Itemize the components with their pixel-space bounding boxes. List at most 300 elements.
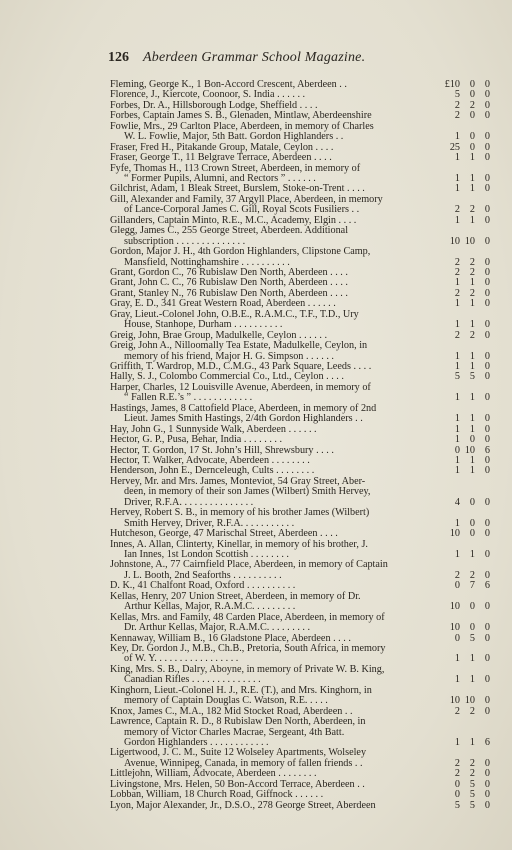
amount-shillings: 10 xyxy=(464,444,475,456)
subscriber-entry xyxy=(110,247,490,268)
subscriber-text xyxy=(110,613,440,634)
subscriber-line: Gilchrist, Adam, 1 Bleak Street, Burslem, Stoke-on-Trent . . . . xyxy=(110,183,365,195)
subscriber-entry xyxy=(110,540,490,561)
amount-shillings: 2 xyxy=(469,768,475,780)
subscriber-continuation-line: Smith Hervey, Driver, R.F.A. . . . . . . . . . . xyxy=(124,517,295,529)
amount-shillings: 0 xyxy=(469,89,475,101)
amount xyxy=(440,435,490,445)
page-number: 126 xyxy=(108,50,129,65)
amount-pence: 0 xyxy=(484,99,490,111)
subscriber-line: Littlejohn, William, Advocate, Aberdeen . . . . . . . . xyxy=(110,768,317,780)
subscriber-text xyxy=(110,686,440,707)
amount-shillings: 1 xyxy=(469,214,475,226)
subscriber-continuation-line: Gordon Highlanders . . . . . . . . . . . . xyxy=(124,736,269,748)
amount-pence: 0 xyxy=(484,350,490,362)
subscriber-line: Glegg, James C., 255 George Street, Aberdeen. Additional xyxy=(110,225,349,237)
amount-pence: 0 xyxy=(484,799,490,811)
amount-shillings: 0 xyxy=(469,601,475,613)
amount-pence: 0 xyxy=(484,256,490,268)
subscriber-continuation-line: of Lance-Corporal James C. Gill, Royal Scots Fusiliers . . xyxy=(124,204,360,216)
amount-pence: 0 xyxy=(484,549,490,560)
subscriber-line: D. K., 41 Chalfont Road, Oxford . . . . . . . . . . xyxy=(110,580,296,592)
subscriber-continuation-line: of W. Y. . . . . . . . . . . . . . . . . xyxy=(124,653,239,665)
amount xyxy=(440,143,490,153)
subscriber-continuation-line: Ian Innes, 1st London Scottish . . . . . . . . xyxy=(124,549,289,561)
subscriber-entry xyxy=(110,686,490,707)
subscriber-line: Lawrence, Captain R. D., 8 Rubislaw Den North, Aberdeen, in xyxy=(110,716,366,728)
running-title: Aberdeen Grammar School Magazine. xyxy=(143,50,366,65)
subscriber-line: Hector, T. Walker, Advocate, Aberdeen . . . . . . . . xyxy=(110,455,310,467)
amount-pence: 0 xyxy=(484,569,490,581)
amount-shillings: 7 xyxy=(469,580,475,592)
subscriber-entry xyxy=(110,592,490,613)
subscriber-line: Florence, J., Kiercote, Coonoor, S. India . . . . . . xyxy=(110,89,306,101)
subscriber-entry xyxy=(110,195,490,216)
amount-pounds: 4 xyxy=(454,496,460,508)
amount-pounds: 0 xyxy=(454,580,460,592)
subscriber-line: Innes, A. Allan, Clinterty, Kinellar, in memory of his brother, J. xyxy=(110,538,368,550)
amount-pence: 0 xyxy=(484,298,490,310)
amount xyxy=(440,707,490,717)
amount xyxy=(440,299,490,309)
amount-shillings: 1 xyxy=(469,277,475,289)
amount-pounds: 10 xyxy=(449,601,460,613)
amount xyxy=(440,654,490,664)
amount-shillings: 5 xyxy=(469,799,475,811)
subscriber-text xyxy=(110,164,440,185)
amount-pounds: 1 xyxy=(454,455,460,467)
amount-pounds: 1 xyxy=(454,319,460,331)
amount-shillings: 2 xyxy=(469,204,475,216)
page-header xyxy=(108,50,428,66)
subscriber-entry xyxy=(110,717,490,748)
amount-pounds: 1 xyxy=(454,350,460,362)
subscriber-line: Lyon, Major Alexander, Jr., D.S.O., 278 George Street, Aberdeen xyxy=(110,799,376,811)
amount-pence: 0 xyxy=(484,496,490,508)
subscriber-line: Kellas, Henry, 207 Union Street, Aberdeen, in memory of Dr. xyxy=(110,590,361,602)
amount-shillings: 1 xyxy=(469,455,475,467)
amount-shillings: 10 xyxy=(464,235,475,247)
subscriber-line: Gray, Lieut.-Colonel John, O.B.E., R.A.M.C., T.F., T.D., Ury xyxy=(110,308,359,320)
amount xyxy=(440,790,490,800)
amount-pounds: 2 xyxy=(454,256,460,268)
amount-shillings: 2 xyxy=(469,267,475,278)
amount-pence: 0 xyxy=(484,674,490,686)
amount-pounds: 1 xyxy=(454,549,460,560)
subscriber-line: Grant, John C. C., 76 Rubislaw Den North, Aberdeen . . . . xyxy=(110,277,348,289)
subscriber-entry xyxy=(110,435,490,445)
amount xyxy=(440,372,490,382)
subscriber-line: Gillanders, Captain Minto, R.E., M.C., Academy, Elgin . . . . xyxy=(110,214,357,226)
subscriber-entry xyxy=(110,310,490,331)
amount-pounds: 2 xyxy=(454,705,460,717)
amount-shillings: 1 xyxy=(469,319,475,331)
subscriber-text xyxy=(110,404,440,425)
amount-pounds: 1 xyxy=(454,131,460,143)
amount-pounds: 1 xyxy=(454,152,460,164)
subscriber-entry xyxy=(110,164,490,185)
subscriber-entry xyxy=(110,404,490,425)
subscriber-text xyxy=(110,122,440,143)
amount xyxy=(440,550,490,560)
subscriber-line: Kinghorn, Lieut.-Colonel H. J., R.E. (T.), and Mrs. Kinghorn, in xyxy=(110,684,372,696)
amount-pence: 0 xyxy=(484,141,490,153)
amount-pence: 0 xyxy=(484,152,490,164)
subscriber-entry xyxy=(110,644,490,665)
amount-pence: 0 xyxy=(484,204,490,216)
subscriber-text xyxy=(110,560,440,581)
amount xyxy=(440,184,490,194)
subscriber-continuation-line: memory of Victor Charles Macrae, Sergeant, 4th Batt. xyxy=(124,726,345,738)
amount-pounds: 1 xyxy=(454,517,460,529)
subscriber-continuation-line: memory of his friend, Major H. G. Simpson . . . . . . xyxy=(124,350,334,362)
subscriber-line: Griffith, T. Wardrop, M.D., C.M.G., 43 Park Square, Leeds . . . . xyxy=(110,361,372,373)
amount-pence: 6 xyxy=(484,444,490,456)
subscriber-line: Lobban, William, 18 Church Road, Giffnock . . . . . . xyxy=(110,789,324,801)
amount xyxy=(440,278,490,288)
amount-pounds: 2 xyxy=(454,757,460,769)
amount xyxy=(440,80,490,90)
amount-pence: 0 xyxy=(484,371,490,383)
amount-pence: 0 xyxy=(484,131,490,143)
subscriber-text xyxy=(110,644,440,665)
amount-shillings: 2 xyxy=(469,705,475,717)
amount-shillings: 1 xyxy=(469,298,475,310)
amount-shillings: 1 xyxy=(469,423,475,435)
amount-pence: 0 xyxy=(484,183,490,195)
subscriber-line: Gill, Alexander and Family, 37 Argyll Place, Aberdeen, in memory xyxy=(110,193,383,205)
amount xyxy=(440,602,490,612)
amount-pounds: 0 xyxy=(454,789,460,801)
subscriber-continuation-line: W. L. Fowlie, Major, 5th Batt. Gordon Highlanders . . xyxy=(124,131,344,143)
amount xyxy=(440,216,490,226)
amount xyxy=(440,769,490,779)
amount xyxy=(440,675,490,685)
amount-pence: 0 xyxy=(484,632,490,644)
subscriber-continuation-line: subscription . . . . . . . . . . . . . . xyxy=(124,235,246,247)
amount-pence: 0 xyxy=(484,79,490,90)
amount xyxy=(440,696,490,706)
amount-pounds: 0 xyxy=(454,778,460,790)
amount xyxy=(440,780,490,790)
amount xyxy=(440,425,490,435)
amount xyxy=(440,111,490,121)
amount-shillings: 2 xyxy=(469,99,475,111)
amount-pounds: 1 xyxy=(454,183,460,195)
amount xyxy=(440,414,490,424)
amount-pence: 0 xyxy=(484,455,490,467)
amount-pence: 0 xyxy=(484,277,490,289)
amount-shillings: 5 xyxy=(469,789,475,801)
amount xyxy=(440,738,490,748)
amount-shillings: 2 xyxy=(469,256,475,268)
subscriber-line: Johnstone, A., 77 Cairnfield Place, Aberdeen, in memory of Captain xyxy=(110,559,388,571)
subscriber-text xyxy=(110,540,440,561)
amount-shillings: 2 xyxy=(469,569,475,581)
amount xyxy=(440,393,490,403)
amount-pounds: 2 xyxy=(454,99,460,111)
amount-shillings: 10 xyxy=(464,695,475,707)
subscription-list xyxy=(110,80,490,811)
amount xyxy=(440,466,490,476)
subscriber-entry xyxy=(110,477,490,508)
subscriber-text xyxy=(110,592,440,613)
amount-pence: 0 xyxy=(484,517,490,529)
subscriber-line: Harper, Charles, 12 Louisville Avenue, Aberdeen, in memory of xyxy=(110,381,371,393)
amount-pence: 0 xyxy=(484,110,490,122)
subscriber-text xyxy=(110,341,440,362)
amount xyxy=(440,446,490,456)
subscriber-line: Greig, John, Brae Group, Madulkelle, Ceylon . . . . . . xyxy=(110,329,328,341)
subscriber-continuation-line: Lieut. James Smith Hastings, 2/4th Gordon Highlanders . . xyxy=(124,413,363,425)
subscriber-line: Hector, G. P., Pusa, Behar, India . . . . . . . . xyxy=(110,434,283,446)
amount-pence: 0 xyxy=(484,392,490,404)
subscriber-line: Kellas, Mrs. and Family, 48 Carden Place, Aberdeen, in memory of xyxy=(110,611,385,623)
subscriber-continuation-line: House, Stanhope, Durham . . . . . . . . . . xyxy=(124,319,283,331)
subscriber-entry xyxy=(110,226,490,247)
amount-pounds: 5 xyxy=(454,371,460,383)
subscriber-text xyxy=(110,748,440,769)
amount xyxy=(440,153,490,163)
amount-pounds: 1 xyxy=(454,674,460,686)
amount-pence: 0 xyxy=(484,768,490,780)
amount-shillings: 0 xyxy=(469,528,475,540)
amount xyxy=(440,258,490,268)
amount xyxy=(440,331,490,341)
amount-shillings: 1 xyxy=(469,361,475,373)
amount-pounds: 2 xyxy=(454,768,460,780)
amount-pence: 0 xyxy=(484,267,490,278)
subscriber-entry xyxy=(110,341,490,362)
subscriber-line: Hervey, Robert S. B., in memory of his brother James (Wilbert) xyxy=(110,507,370,519)
amount-pounds: 1 xyxy=(454,653,460,665)
amount-shillings: 1 xyxy=(469,674,475,686)
subscriber-line: Ligertwood, J. C. M., Suite 12 Wolseley Apartments, Wolseley xyxy=(110,747,367,759)
amount-pounds: 10 xyxy=(449,528,460,540)
subscriber-text xyxy=(110,801,440,811)
amount-pounds: 1 xyxy=(454,413,460,425)
amount-shillings: 5 xyxy=(469,778,475,790)
subscriber-line: Fowlie, Mrs., 29 Carlton Place, Aberdeen, in memory of Charles xyxy=(110,120,374,132)
amount-pounds: 10 xyxy=(449,235,460,247)
amount-pence: 0 xyxy=(484,173,490,185)
subscriber-line: Fleming, George K., 1 Bon-Accord Crescent, Aberdeen . . xyxy=(110,79,347,90)
subscriber-text xyxy=(110,226,440,247)
amount-pounds: 1 xyxy=(454,361,460,373)
amount-shillings: 1 xyxy=(469,183,475,195)
amount-pence: 0 xyxy=(484,287,490,299)
amount xyxy=(440,352,490,362)
amount-pounds: 1 xyxy=(454,277,460,289)
amount-pence: 6 xyxy=(484,736,490,748)
amount-shillings: 5 xyxy=(469,632,475,644)
amount-pence: 0 xyxy=(484,653,490,665)
amount xyxy=(440,268,490,278)
amount-pounds: 0 xyxy=(454,444,460,456)
amount xyxy=(440,801,490,811)
subscriber-text xyxy=(110,153,440,163)
amount-pounds: 2 xyxy=(454,110,460,122)
subscriber-continuation-line: Arthur Kellas, Major, R.A.M.C. . . . . . . . . xyxy=(124,601,296,613)
subscriber-entry xyxy=(110,801,490,811)
amount-pounds: 1 xyxy=(454,392,460,404)
amount-pounds: 1 xyxy=(454,173,460,185)
amount xyxy=(440,362,490,372)
subscriber-text xyxy=(110,477,440,508)
amount-shillings: 1 xyxy=(469,736,475,748)
subscriber-text xyxy=(110,247,440,268)
subscriber-line: Gray, E. D., 341 Great Western Road, Aberdeen . . . . . . xyxy=(110,298,336,310)
amount-pence: 0 xyxy=(484,361,490,373)
subscriber-continuation-line: J. L. Booth, 2nd Seaforths . . . . . . . . . . xyxy=(124,569,282,581)
subscriber-line: Hector, T. Gordon, 17 St. John’s Hill, Shrewsbury . . . . xyxy=(110,444,334,456)
amount-pounds: 0 xyxy=(454,632,460,644)
subscriber-line: Hervey, Mr. and Mrs. James, Monteviot, 54 Gray Street, Aber- xyxy=(110,475,366,487)
amount-pounds: 5 xyxy=(454,89,460,101)
subscriber-text xyxy=(110,310,440,331)
amount-shillings: 1 xyxy=(469,152,475,164)
amount-pounds: 2 xyxy=(454,329,460,341)
amount-pence: 0 xyxy=(484,528,490,540)
amount xyxy=(440,581,490,591)
subscriber-entry xyxy=(110,748,490,769)
amount xyxy=(440,456,490,466)
amount-pounds: 1 xyxy=(454,434,460,446)
amount-pence: 0 xyxy=(484,89,490,101)
amount-pounds: 1 xyxy=(454,736,460,748)
amount-pounds: 1 xyxy=(454,423,460,435)
amount-shillings: 0 xyxy=(469,79,475,90)
amount-shillings: 2 xyxy=(469,329,475,341)
amount-shillings: 0 xyxy=(469,434,475,446)
amount-shillings: 0 xyxy=(469,622,475,634)
amount-pence: 0 xyxy=(484,329,490,341)
subscriber-entry xyxy=(110,122,490,143)
subscriber-continuation-line: Driver, R.F.A. . . . . . . . . . . . . . . xyxy=(124,496,254,508)
amount-shillings: 1 xyxy=(469,392,475,404)
subscriber-line: Fyfe, Thomas H., 113 Crown Street, Aberdeen, in memory of xyxy=(110,162,361,174)
amount-shillings: 1 xyxy=(469,653,475,665)
amount-pounds: 1 xyxy=(454,465,460,477)
subscriber-entry xyxy=(110,613,490,634)
amount-pounds: 25 xyxy=(449,141,460,153)
amount xyxy=(440,759,490,769)
subscriber-entry xyxy=(110,665,490,686)
amount-pounds: 5 xyxy=(454,799,460,811)
subscriber-line: Livingstone, Mrs. Helen, 50 Bon-Accord Terrace, Aberdeen . . xyxy=(110,778,365,790)
amount-shillings: 2 xyxy=(469,287,475,299)
subscriber-text xyxy=(110,195,440,216)
amount-pence: 0 xyxy=(484,214,490,226)
amount-pounds: 2 xyxy=(454,267,460,278)
amount xyxy=(440,498,490,508)
subscriber-line: Greig, John A., Nilloomally Tea Estate, Madulkelle, Ceylon, in xyxy=(110,340,368,352)
subscriber-text xyxy=(110,529,440,539)
amount-pence: 0 xyxy=(484,465,490,477)
amount-pence: 0 xyxy=(484,778,490,790)
amount-shillings: 1 xyxy=(469,549,475,560)
subscriber-text xyxy=(110,717,440,748)
amount-pounds: 2 xyxy=(454,287,460,299)
subscriber-line: Forbes, Captain James S. B., Glenaden, Mintlaw, Aberdeenshire xyxy=(110,110,372,122)
amount-pence: 0 xyxy=(484,319,490,331)
amount xyxy=(440,529,490,539)
amount-pence: 0 xyxy=(484,789,490,801)
amount xyxy=(440,90,490,100)
amount-pence: 0 xyxy=(484,423,490,435)
amount xyxy=(440,289,490,299)
amount-pence: 0 xyxy=(484,757,490,769)
amount-pence: 0 xyxy=(484,434,490,446)
amount-shillings: 1 xyxy=(469,465,475,477)
amount-pence: 6 xyxy=(484,580,490,592)
amount-pounds: £10 xyxy=(444,79,460,90)
amount-shillings: 1 xyxy=(469,350,475,362)
amount-pounds: 1 xyxy=(454,298,460,310)
subscriber-line: Knox, James C., M.A., 182 Mid Stocket Road, Aberdeen . . xyxy=(110,705,353,717)
amount xyxy=(440,237,490,247)
amount-pounds: 10 xyxy=(449,622,460,634)
subscriber-line: Key, Dr. Gordon J., M.B., Ch.B., Pretoria, South Africa, in memory xyxy=(110,642,386,654)
subscriber-entry xyxy=(110,560,490,581)
amount xyxy=(440,571,490,581)
subscriber-line: Gordon, Major J. H., 4th Gordon Highlanders, Clipstone Camp, xyxy=(110,246,371,258)
subscriber-continuation-line: “ Fallen R.E.’s ” . . . . . . . . . . . . xyxy=(124,392,253,404)
amount-pence: 0 xyxy=(484,235,490,247)
subscriber-entry xyxy=(110,508,490,529)
subscriber-text xyxy=(110,435,440,445)
amount-shillings: 0 xyxy=(469,131,475,143)
amount xyxy=(440,634,490,644)
subscriber-continuation-line: Canadian Rifles . . . . . . . . . . . . . . xyxy=(124,674,261,686)
amount-shillings: 2 xyxy=(469,757,475,769)
subscriber-line: Hally, S. J., Colombo Commercial Co., Ltd., Ceylon . . . . xyxy=(110,371,344,383)
subscriber-line: Forbes, Dr. A., Hillsborough Lodge, Sheffield . . . . xyxy=(110,99,318,111)
amount-shillings: 1 xyxy=(469,173,475,185)
subscriber-continuation-line: “ Former Pupils, Alumni, and Rectors ” . . . . . . xyxy=(124,173,316,185)
subscriber-text xyxy=(110,508,440,529)
amount xyxy=(440,623,490,633)
subscriber-line: Fraser, George T., 11 Belgrave Terrace, Aberdeen . . . . xyxy=(110,152,332,164)
amount xyxy=(440,205,490,215)
subscriber-line: Hay, John G., 1 Sunnyside Walk, Aberdeen . . . . . . xyxy=(110,423,317,435)
subscriber-entry xyxy=(110,383,490,404)
subscriber-continuation-line: deen, in memory of their son James (Wilbert) Smith Hervey, xyxy=(124,486,371,498)
amount-shillings: 0 xyxy=(469,110,475,122)
amount xyxy=(440,320,490,330)
amount-shillings: 0 xyxy=(469,141,475,153)
amount-pence: 0 xyxy=(484,601,490,613)
subscriber-line: Kennaway, William B., 16 Gladstone Place, Aberdeen . . . . xyxy=(110,632,351,644)
subscriber-line: Hastings, James, 8 Cattofield Place, Aberdeen, in memory of 2nd xyxy=(110,402,377,414)
amount xyxy=(440,174,490,184)
amount-pounds: 1 xyxy=(454,214,460,226)
subscriber-line: Grant, Gordon C., 76 Rubislaw Den North, Aberdeen . . . . xyxy=(110,267,348,278)
amount-shillings: 1 xyxy=(469,413,475,425)
amount xyxy=(440,519,490,529)
subscriber-line: King, Mrs. S. B., Dalry, Aboyne, in memory of Private W. B. King, xyxy=(110,663,385,675)
subscriber-entry xyxy=(110,529,490,539)
amount-pounds: 10 xyxy=(449,695,460,707)
amount-shillings: 0 xyxy=(469,496,475,508)
amount xyxy=(440,132,490,142)
amount-pence: 0 xyxy=(484,413,490,425)
amount-pence: 0 xyxy=(484,705,490,717)
amount-shillings: 0 xyxy=(469,517,475,529)
subscriber-text xyxy=(110,383,440,404)
amount-pence: 0 xyxy=(484,622,490,634)
amount-pence: 0 xyxy=(484,695,490,707)
